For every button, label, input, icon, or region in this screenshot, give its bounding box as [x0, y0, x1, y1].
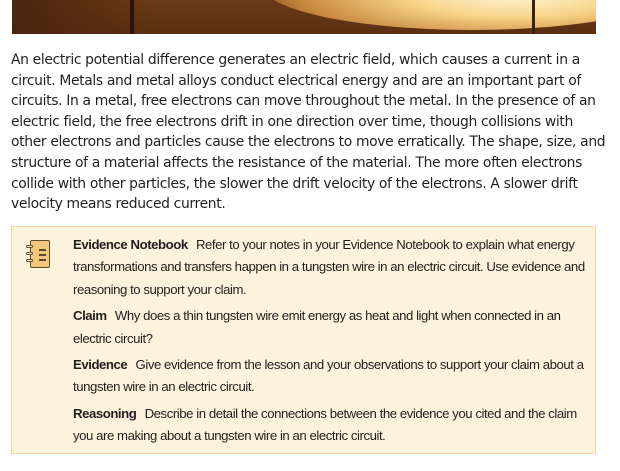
notebook-content	[73, 234, 591, 452]
evidence-notebook-box	[11, 226, 596, 454]
notebook-icon	[30, 240, 50, 268]
evidence-prompt	[73, 354, 591, 399]
wire-right	[532, 0, 535, 34]
wire-left	[130, 0, 134, 34]
claim-prompt	[73, 305, 591, 350]
notebook-ring	[26, 245, 33, 248]
notebook-title: Evidence Notebook	[73, 237, 188, 252]
reasoning-text: Describe in detail the connections between the evidence you cited and the claim you are making about a tungsten wire in an electric circuit.	[73, 405, 577, 444]
claim-label: Claim	[73, 308, 107, 324]
evidence-label: Evidence	[73, 357, 128, 373]
notebook-line	[39, 249, 46, 251]
glowing-filament	[262, 0, 596, 30]
reasoning-prompt	[73, 403, 591, 448]
notebook-ring	[26, 259, 33, 262]
notebook-intro-text: Refer to your notes in your Evidence Notebook to explain what energy transformations and transfers happen in a tungsten wire in an electric circuit. Use evidence and reasoning to support your claim.	[73, 237, 585, 297]
intro-paragraph: An electric potential difference generates an electric field, which causes a current in a circuit. Metals and metal alloys conduct electrical energy and are an important part of circuits. In a metal, free electrons can move throughout the metal. In the presence of an electric field, the free electrons drift in one direction over time, though collisions with other electrons and particles cause the electrons to move erratically. The shape, size, and structure of a material affects the resistance of the material. The more often electrons collide with other particles, the slower the drift velocity of the electrons. A slower drift velocity means reduced current.	[11, 52, 606, 213]
evidence-text: Give evidence from the lesson and your observations to support your claim about a tungsten wire in an electric circuit.	[73, 357, 584, 395]
notebook-intro	[73, 234, 591, 301]
claim-text: Why does a thin tungsten wire emit energy as heat and light when connected in an electric circuit?	[73, 308, 561, 346]
notebook-line	[39, 259, 46, 261]
notebook-ring	[26, 252, 33, 255]
glowing-wire-photo	[12, 0, 596, 34]
notebook-line	[39, 254, 46, 256]
reasoning-label: Reasoning	[73, 405, 137, 421]
